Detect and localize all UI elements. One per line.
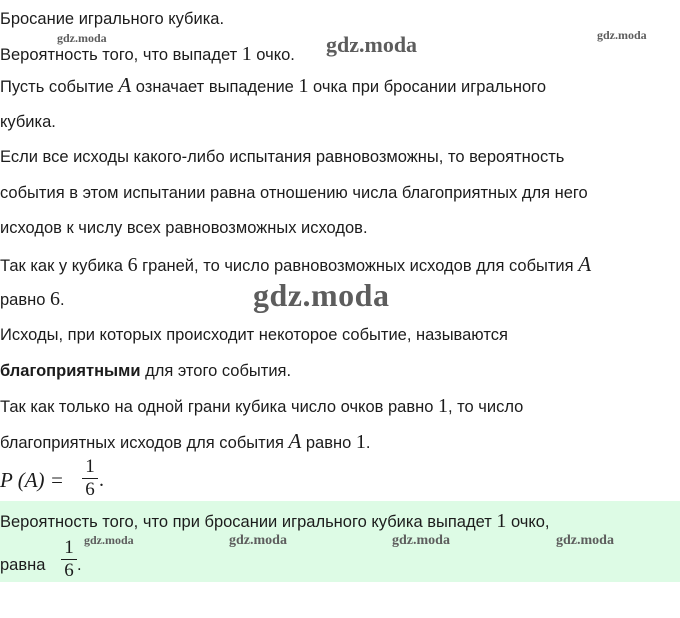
- text-run: очка при бросании игрального: [308, 78, 546, 96]
- text-line-8: [0, 254, 591, 276]
- text-run: Вероятность того, что выпадет: [0, 46, 242, 64]
- text-run: , то число: [447, 398, 524, 416]
- math-variable: A: [288, 429, 302, 453]
- formula-period: [99, 470, 104, 490]
- math-number: 1: [241, 43, 252, 65]
- text-run: исходов к числу всех равновозможных исходов.: [0, 219, 368, 237]
- math-number: 1: [298, 75, 309, 97]
- watermark: gdz.moda: [597, 28, 647, 42]
- watermark: gdz.moda: [229, 533, 287, 548]
- text-run: Вероятность того, что при бросании игрального кубика выпадет: [0, 513, 497, 531]
- text-line-9: [0, 289, 65, 310]
- text-line-11: [0, 361, 291, 381]
- text-line-1: [0, 9, 224, 29]
- watermark: gdz.moda: [326, 32, 418, 57]
- text-run: для этого события.: [140, 362, 292, 380]
- text-line-4: [0, 112, 56, 132]
- bold-term: благоприятными: [0, 362, 141, 380]
- fraction-numerator: 1: [64, 537, 74, 558]
- text-run: события в этом испытании равна отношению числа благоприятных для него: [0, 184, 588, 202]
- answer-line-2: [0, 555, 45, 575]
- math-variable: A: [578, 252, 592, 276]
- text-run: Так как у кубика: [0, 257, 128, 275]
- text-run: Исходы, при которых происходит некоторое событие, называются: [0, 326, 508, 344]
- probability-formula-lhs: [0, 470, 64, 490]
- text-run: Так как только на одной грани кубика число очков равно: [0, 398, 438, 416]
- text-run: равна: [0, 556, 46, 574]
- text-run: Если все исходы какого-либо испытания равновозможны, то вероятность: [0, 148, 565, 166]
- formula-fraction: [82, 458, 98, 499]
- watermark: gdz.moda: [556, 533, 614, 548]
- text-run: очко.: [251, 46, 295, 64]
- text-run: очко,: [506, 513, 550, 531]
- text-run: граней, то число равновозможных исходов для события: [137, 257, 579, 275]
- text-line-7: [0, 218, 368, 238]
- answer-line-1: [0, 511, 550, 532]
- math-number: 1: [437, 395, 448, 417]
- watermark: gdz.moda: [253, 277, 390, 313]
- text-run: означает выпадение: [131, 78, 299, 96]
- text-run: Пусть событие: [0, 78, 119, 96]
- fraction-numerator: 1: [85, 456, 95, 477]
- text-line-12: [0, 396, 523, 417]
- text-run: .: [365, 434, 371, 452]
- answer-period: [77, 555, 82, 575]
- text-run: .: [99, 469, 104, 491]
- text-line-3: [0, 75, 546, 97]
- text-run: .: [77, 556, 82, 574]
- text-run: .: [60, 291, 65, 309]
- answer-fraction: [61, 539, 77, 580]
- text-line-6: [0, 183, 588, 203]
- math-number: 1: [355, 431, 366, 453]
- fraction-denominator: 6: [64, 560, 74, 582]
- watermark: gdz.moda: [57, 31, 107, 45]
- text-run: равно: [0, 291, 50, 309]
- formula-lhs: P (A) =: [0, 468, 64, 492]
- fraction-denominator: 6: [85, 479, 95, 501]
- task-title: Бросание игрального кубика.: [0, 10, 225, 28]
- text-line-2: [0, 44, 295, 65]
- text-run: кубика.: [0, 113, 56, 131]
- text-run: равно: [301, 434, 356, 452]
- text-line-13: [0, 431, 370, 453]
- text-run: благоприятных исходов для события: [0, 434, 289, 452]
- math-variable: A: [118, 73, 132, 97]
- text-line-10: [0, 325, 508, 345]
- math-number: 6: [50, 288, 60, 310]
- math-number: 1: [496, 510, 507, 532]
- text-line-5: [0, 147, 564, 167]
- watermark: gdz.moda: [392, 533, 450, 548]
- watermark: gdz.moda: [84, 533, 134, 547]
- math-number: 6: [127, 254, 138, 276]
